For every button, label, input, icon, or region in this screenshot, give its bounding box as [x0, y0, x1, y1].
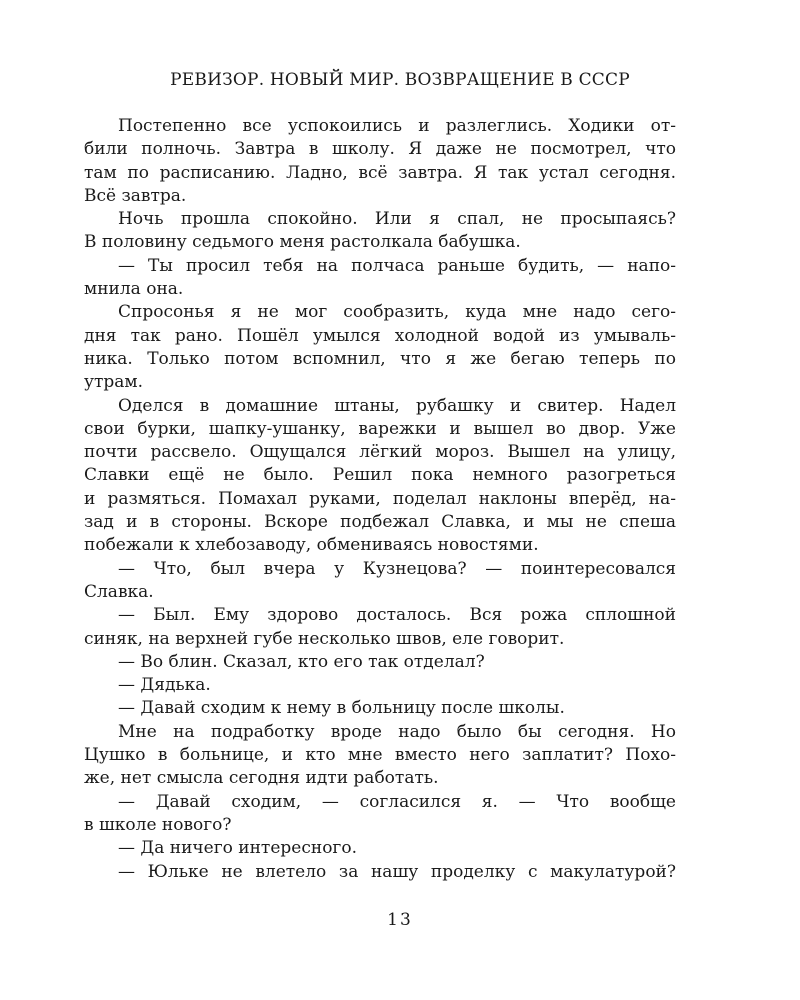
- text-line: Оделся в домашние штаны, рубашку и свитер. Надел: [118, 395, 676, 416]
- text-line: Цушко в больнице, и кто мне вместо него заплатит? Похо-: [84, 745, 676, 766]
- text-line: Мне на подработку вроде надо было бы сегодня. Но: [118, 721, 676, 742]
- text-line: — Дядька.: [118, 675, 211, 696]
- text-line: — Давай сходим, — согласился я. — Что вообще: [118, 791, 676, 812]
- text-line: же, нет смысла сегодня идти работать.: [84, 768, 439, 789]
- text-line: — Что, был вчера у Кузнецова? — поинтересовался: [118, 558, 676, 579]
- text-line: там по расписанию. Ладно, всё завтра. Я так устал сегодня.: [84, 162, 676, 183]
- text-line: Славки ещё не было. Решил пока немного разогреться: [84, 465, 676, 486]
- text-line: синяк, на верхней губе несколько швов, еле говорит.: [84, 628, 565, 649]
- text-line: мнила она.: [84, 279, 184, 300]
- text-line: — Во блин. Сказал, кто его так отделал?: [118, 651, 485, 672]
- text-line: — Ты просил тебя на полчаса раньше будить, — напо-: [118, 255, 676, 276]
- text-line: в школе нового?: [84, 814, 232, 835]
- text-line: свои бурки, шапку-ушанку, варежки и вышел во двор. Уже: [84, 418, 676, 439]
- text-line: — Давай сходим к нему в больницу после школы.: [118, 698, 565, 719]
- text-line: Спросонья я не мог сообразить, куда мне надо сего-: [118, 302, 676, 323]
- text-line: и размяться. Помахал руками, поделал наклоны вперёд, на-: [84, 488, 676, 509]
- text-line: ника. Только потом вспомнил, что я же бегаю теперь по: [84, 348, 676, 369]
- text-line: — Юльке не влетело за нашу проделку с макулатурой?: [118, 861, 676, 882]
- text-line: зад и в стороны. Вскоре подбежал Славка, и мы не спеша: [84, 512, 676, 533]
- text-line: дня так рано. Пошёл умылся холодной водой из умываль-: [84, 325, 676, 346]
- text-line: почти рассвело. Ощущался лёгкий мороз. Вышел на улицу,: [84, 442, 676, 463]
- text-line: — Да ничего интересного.: [118, 838, 357, 859]
- text-line: Ночь прошла спокойно. Или я спал, не просыпаясь?: [118, 209, 676, 230]
- text-line: Всё завтра.: [84, 185, 187, 206]
- text-line: побежали к хлебозаводу, обмениваясь новостями.: [84, 535, 539, 556]
- body-text: [84, 115, 676, 884]
- text-line: Постепенно все успокоились и разлеглись. Ходики от-: [118, 116, 676, 136]
- text-line: В половину седьмого меня растолкала бабушка.: [84, 232, 521, 253]
- text-line: утрам.: [84, 372, 144, 393]
- text-line: Славка.: [84, 581, 154, 602]
- text-line: — Был. Ему здорово досталось. Вся рожа сплошной: [118, 605, 676, 626]
- page-number: 13: [387, 910, 413, 930]
- text-line: били полночь. Завтра в школу. Я даже не посмотрел, что: [84, 139, 676, 160]
- running-head: РЕВИЗОР. НОВЫЙ МИР. ВОЗВРАЩЕНИЕ В СССР: [170, 70, 630, 90]
